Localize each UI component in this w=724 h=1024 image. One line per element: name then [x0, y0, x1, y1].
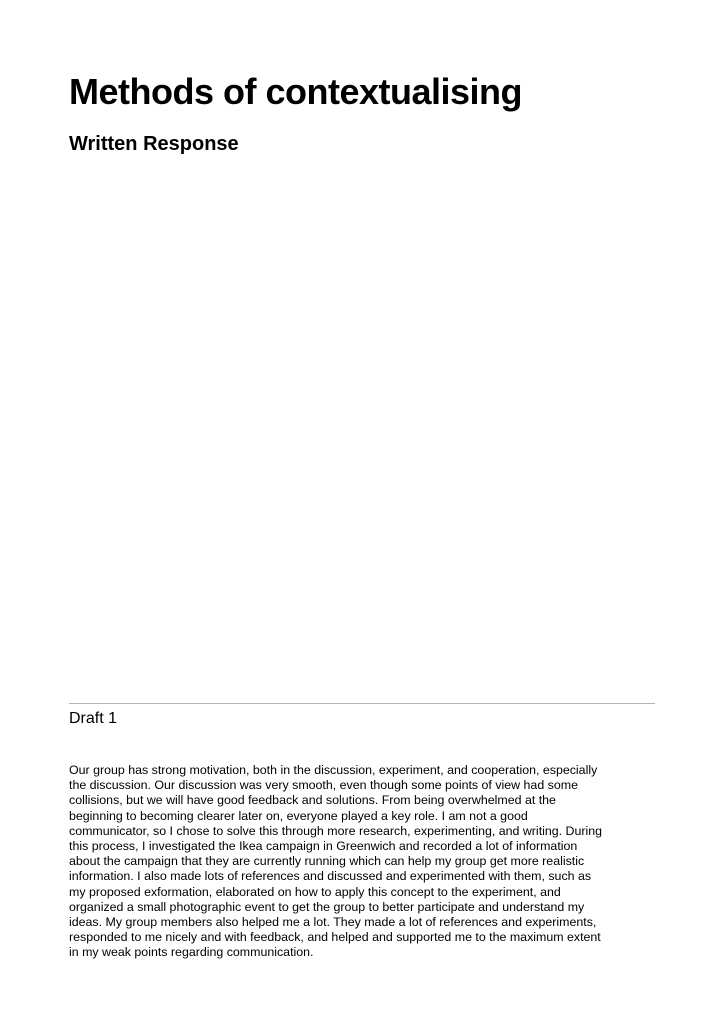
body-line: collisions, but we will have good feedback and solutions. From being overwhelmed at the	[69, 793, 556, 808]
body-line: ideas. My group members also helped me a lot. They made a lot of references and experiments,	[69, 915, 597, 930]
body-line: organized a small photographic event to get the group to better participate and understand my	[69, 899, 585, 914]
page-subtitle: Written Response	[69, 133, 239, 155]
body-paragraph	[69, 763, 655, 961]
body-line: information. I also made lots of references and discussed and experimented with them, such as	[69, 869, 592, 884]
body-line: communicator, so I chose to solve this through more research, experimenting, and writing. During	[69, 823, 603, 838]
body-line: my proposed exformation, elaborated on how to apply this concept to the experiment, and	[69, 884, 561, 899]
body-line: the discussion. Our discussion was very smooth, even though some points of view had some	[69, 778, 578, 793]
section-label: Draft 1	[69, 710, 118, 727]
body-line: Our group has strong motivation, both in the discussion, experiment, and cooperation, especially	[69, 763, 598, 777]
section-divider	[69, 703, 655, 704]
body-line: beginning to becoming clearer later on, everyone played a key role. I am not a good	[69, 808, 528, 823]
body-line: about the campaign that they are currently running which can help my group get more realistic	[69, 854, 585, 869]
body-line: responded to me nicely and with feedback, and helped and supported me to the maximum extent	[69, 930, 601, 945]
body-line: in my weak points regarding communication.	[69, 945, 314, 960]
page-title: Methods of contextualising	[69, 71, 523, 112]
body-line: this process, I investigated the Ikea campaign in Greenwich and recorded a lot of information	[69, 839, 578, 854]
